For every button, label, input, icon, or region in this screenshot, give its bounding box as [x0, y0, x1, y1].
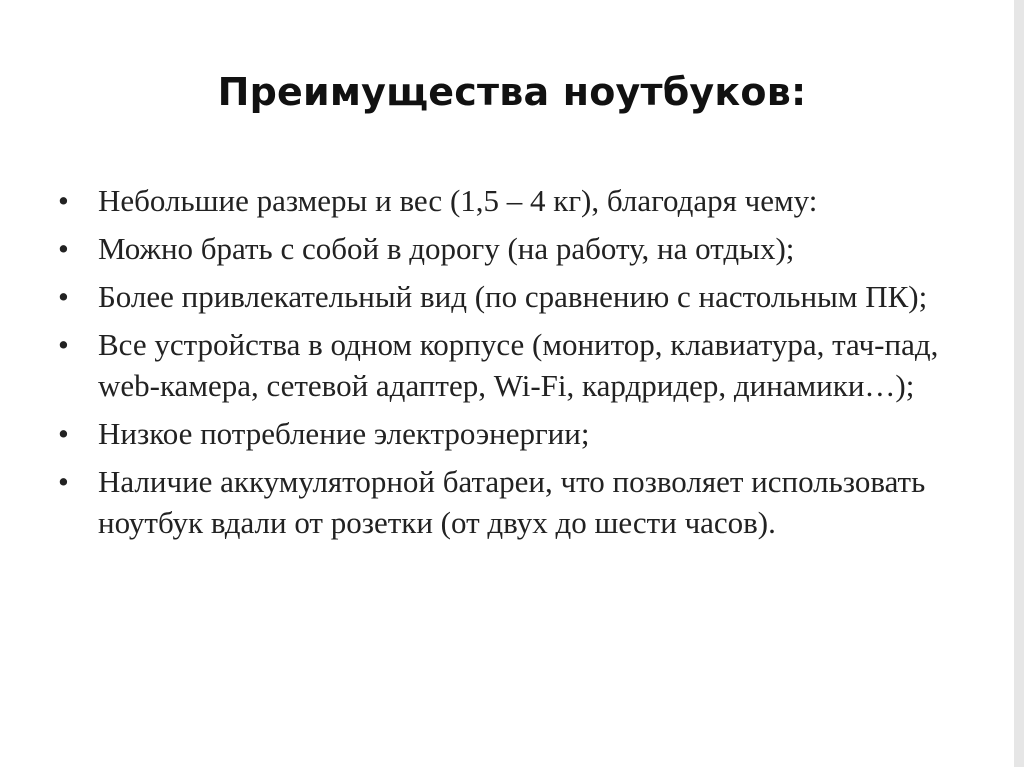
list-item	[58, 276, 968, 317]
bullet-text: Низкое потребление электроэнергии;	[98, 416, 590, 451]
list-item	[58, 461, 968, 543]
bullet-icon: •	[58, 464, 69, 499]
bullet-text: Можно брать с собой в дорогу (на работу, на отдых);	[98, 231, 795, 266]
bullet-icon: •	[58, 231, 69, 266]
list-item	[58, 180, 968, 221]
bullet-text: Наличие аккумуляторной батареи, что позволяет использовать ноутбук вдали от розетки (от двух до шести часов).	[98, 464, 926, 540]
slide-edge-divider	[1014, 0, 1024, 767]
bullet-text: Небольшие размеры и вес (1,5 – 4 кг), благодаря чему:	[98, 183, 818, 218]
bullet-icon: •	[58, 327, 69, 362]
slide-title: Преимущества ноутбуков:	[217, 70, 807, 114]
bullet-icon: •	[58, 279, 69, 314]
bullet-text: Более привлекательный вид (по сравнению с настольным ПК);	[98, 279, 928, 314]
bullet-list	[58, 180, 968, 550]
bullet-text: Все устройства в одном корпусе (монитор, клавиатура, тач-пад, web-камера, сетевой адаптер, Wi-Fi, кардридер, динамики…);	[98, 327, 939, 403]
bullet-icon: •	[58, 416, 69, 451]
list-item	[58, 413, 968, 454]
bullet-icon: •	[58, 183, 69, 218]
list-item	[58, 324, 968, 406]
list-item	[58, 228, 968, 269]
